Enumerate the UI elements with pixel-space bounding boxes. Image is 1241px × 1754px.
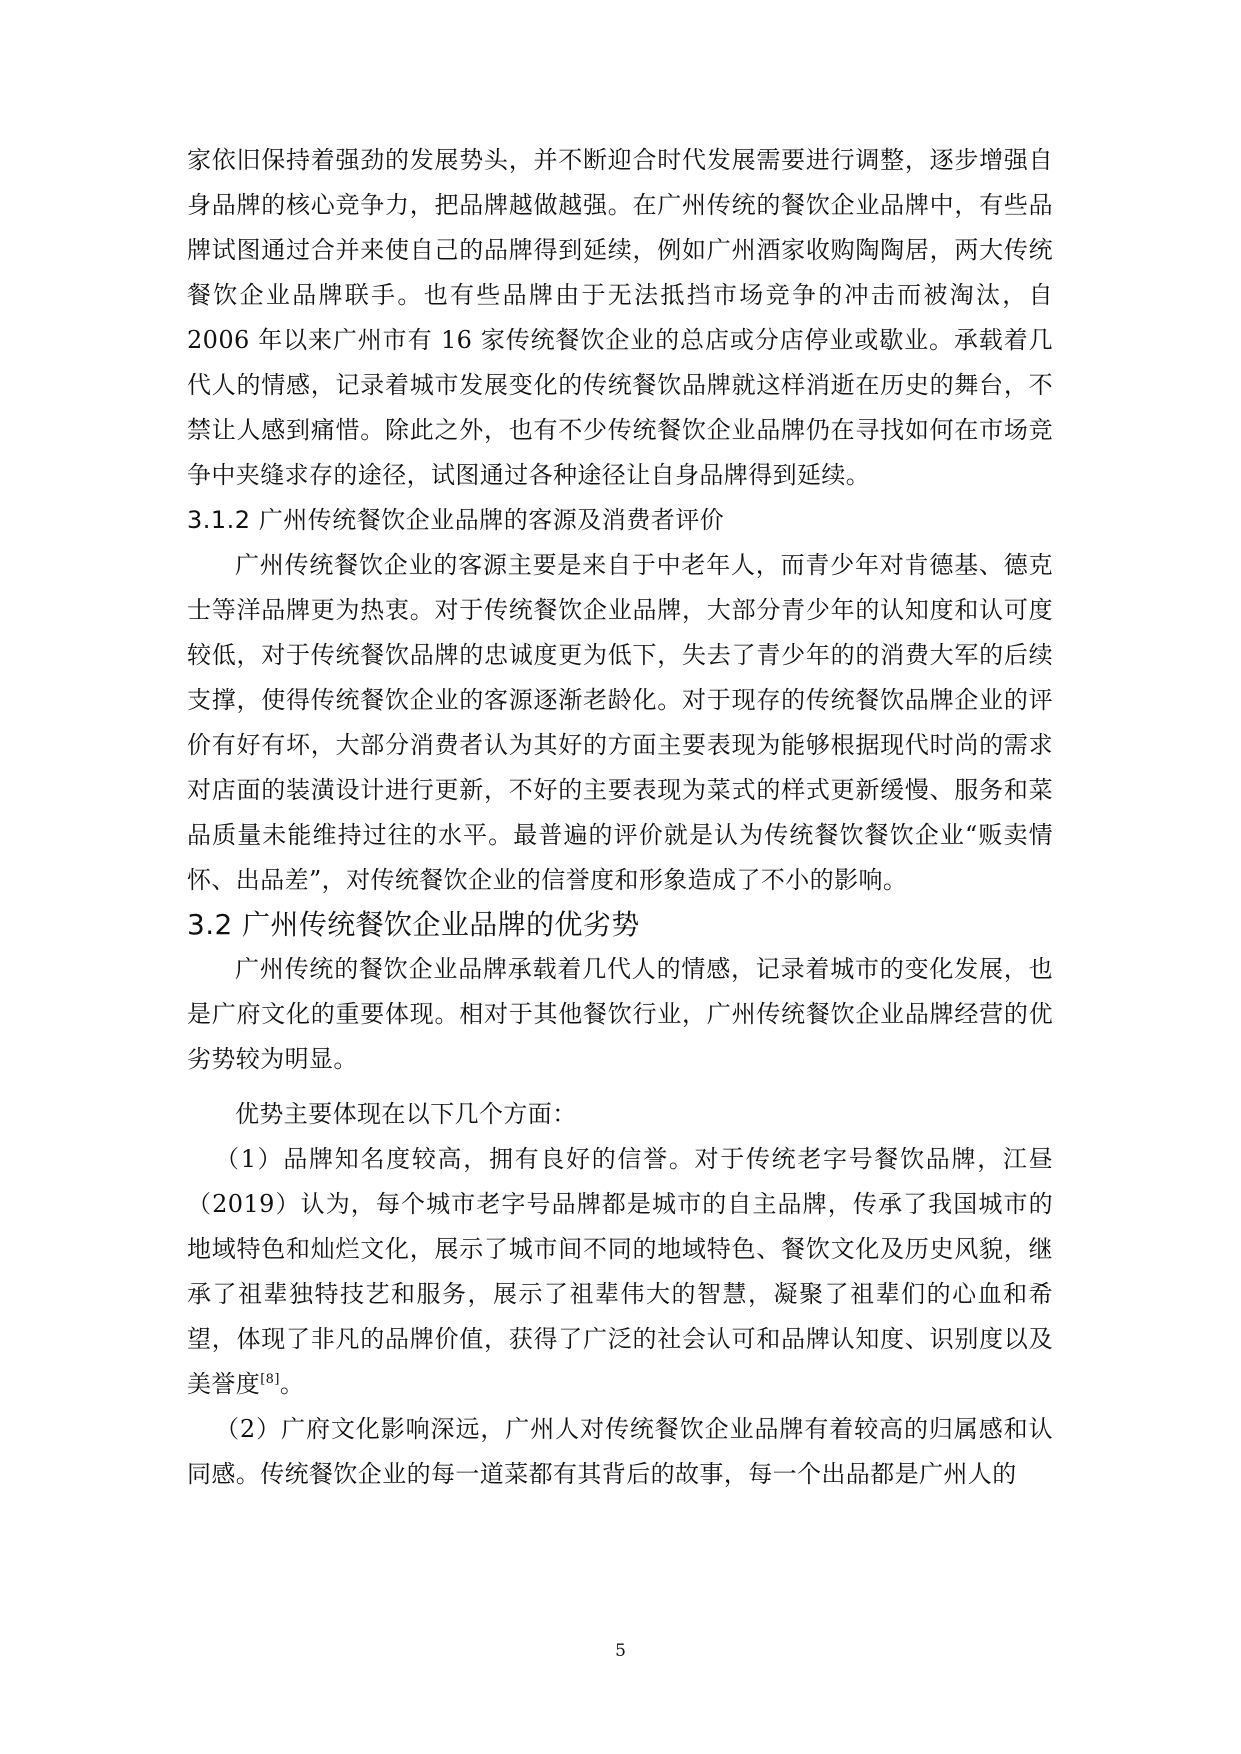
paragraph-strength-2: （2）广府文化影响深远，广州人对传统餐饮企业品牌有着较高的归属感和认同感。传统餐饮企业的每一道菜都有其背后的故事，每一个出品都是广州人的	[187, 1415, 1053, 1488]
page-number: 5	[615, 1641, 626, 1661]
document-body	[187, 138, 1053, 1497]
section-heading-3-2: 3.2 广州传统餐饮企业品牌的优劣势	[187, 908, 640, 941]
paragraph-strength-1	[187, 1137, 1053, 1407]
paragraph-continuation: 家依旧保持着强劲的发展势头，并不断迎合时代发展需要进行调整，逐步增强自身品牌的核心竞争力，把品牌越做越强。在广州传统的餐饮企业品牌中，有些品牌试图通过合并来使自己的品牌得到延续，例如广州酒家收购陶陶居，两大传统餐饮企业品牌联手。也有些品牌由于无法抵挡市场竞争的冲击而被淘汰，自 2006 年以来广州市有 16 家传统餐饮企业的总店或分店停业或歇业。承载着几代人的情感，记录着城市发展变化的传统餐饮品牌就这样消逝在历史的舞台，不禁让人感到痛惜。除此之外，也有不少传统餐饮企业品牌仍在寻找如何在市场竞争中夹缝求存的途径，试图通过各种途径让自身品牌得到延续。	[187, 146, 1053, 489]
paragraph-customer-sources: 广州传统餐饮企业的客源主要是来自于中老年人，而青少年对肯德基、德克士等洋品牌更为热衷。对于传统餐饮企业品牌，大部分青少年的认知度和认可度较低，对于传统餐饮品牌的忠诚度更为低下，失去了青少年的的消费大军的后续支撑，使得传统餐饮企业的客源逐渐老龄化。对于现存的传统餐饮品牌企业的评价有好有坏，大部分消费者认为其好的方面主要表现为能够根据现代时尚的需求对店面的装潢设计进行更新，不好的主要表现为菜式的样式更新缓慢、服务和菜品质量未能维持过往的水平。最普遍的评价就是认为传统餐饮餐饮企业“贩卖情怀、出品差”，对传统餐饮企业的信誉度和形象造成了不小的影响。	[187, 551, 1053, 894]
paragraph-gap	[187, 1082, 1053, 1092]
section-heading-3-1-2: 3.1.2 广州传统餐饮企业品牌的客源及消费者评价	[187, 506, 725, 534]
paragraph-strengths-intro: 广州传统的餐饮企业品牌承载着几代人的情感，记录着城市的变化发展，也是广府文化的重要体现。相对于其他餐饮行业，广州传统餐饮企业品牌经营的优劣势较为明显。	[187, 955, 1053, 1073]
citation-ref: [8]	[260, 1372, 280, 1387]
strength-1-end: 。	[279, 1370, 305, 1398]
paragraph-strengths-lead: 优势主要体现在以下几个方面：	[235, 1100, 577, 1128]
strength-1-text: （1）品牌知名度较高，拥有良好的信誉。对于传统老字号餐饮品牌，江昼（2019）认为，每个城市老字号品牌都是城市的自主品牌，传承了我国城市的地域特色和灿烂文化，展示了城市间不同的地域特色、餐饮文化及历史风貌，继承了祖辈独特技艺和服务，展示了祖辈伟大的智慧，凝聚了祖辈们的心血和希望，体现了非凡的品牌价值，获得了广泛的社会认可和品牌认知度、识别度以及美誉度	[187, 1145, 1053, 1398]
